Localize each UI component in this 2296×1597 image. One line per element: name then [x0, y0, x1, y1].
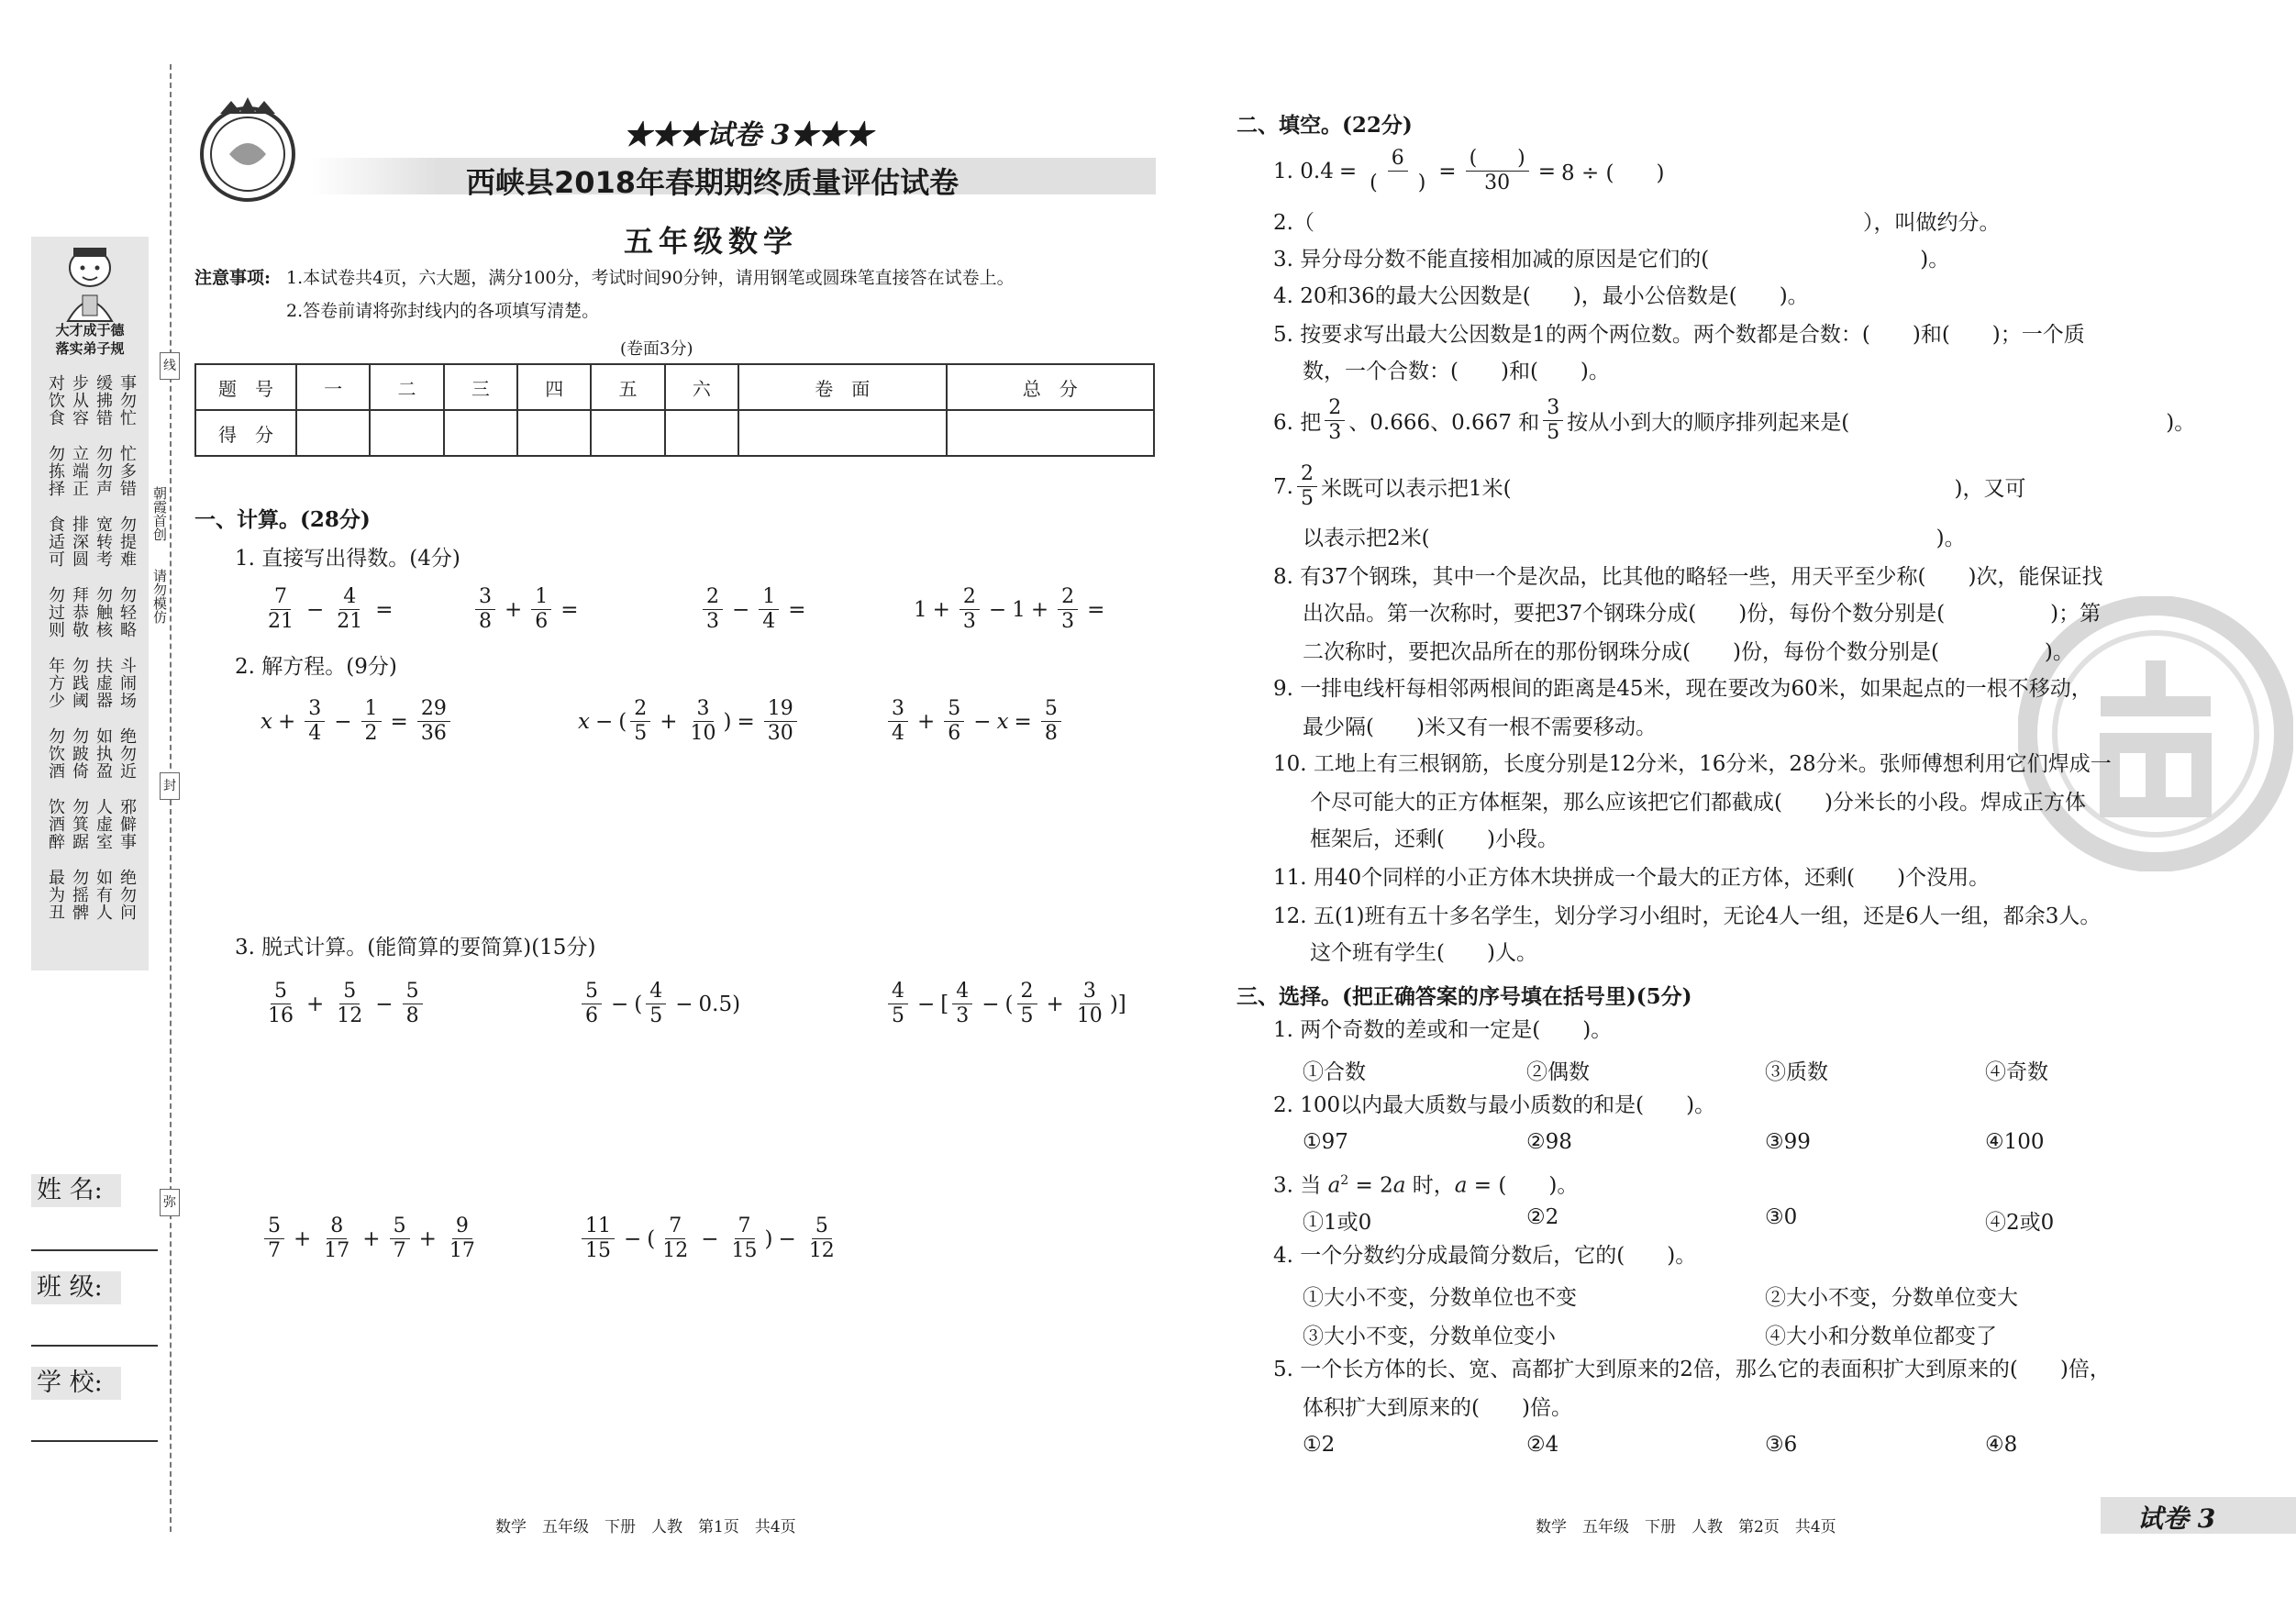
- option[interactable]: ④奇数: [1985, 1060, 2048, 1084]
- score-input[interactable]: [591, 410, 664, 456]
- fill-q10-cont: 框架后，还剩( )小段。: [1310, 827, 1558, 851]
- exam-title: 西峡县2018年春期期终质量评估试卷: [466, 165, 959, 200]
- table-cell: 二: [370, 364, 443, 410]
- choice-q5-cont: 体积扩大到原来的( )倍。: [1303, 1396, 1572, 1420]
- rule-block: 邪僻事 人虚室 勿箕踞 饮酒醉: [46, 798, 137, 850]
- option[interactable]: ④2或0: [1985, 1211, 2055, 1235]
- choice-q3: 3. 当 $a^2 = 2a$ 时，a = ( )。: [1273, 1173, 1579, 1198]
- equation-3: $\frac{3}{4}$ + $\frac{5}{6}$ − x = $\frac{5}{8}$: [884, 699, 1065, 744]
- calc-4: 1 + $\frac{2}{3}$ − 1 + $\frac{2}{3}$ =: [914, 585, 1105, 633]
- option[interactable]: ④8: [1985, 1433, 2018, 1457]
- table-cell: 一: [296, 364, 370, 410]
- fill-q3: 3. 异分母分数不能直接相加减的原因是它们的( )。: [1273, 248, 1950, 272]
- option[interactable]: ③大小不变，分数单位变小: [1303, 1325, 1556, 1348]
- option[interactable]: ②大小不变，分数单位变大: [1765, 1286, 2018, 1310]
- option[interactable]: ④100: [1985, 1130, 2045, 1154]
- fill-q9: 9. 一排电线杆每相邻两根间的距离是45米，现在要改为60米，如果起点的一根不移动，: [1273, 677, 2092, 701]
- option[interactable]: ②98: [1526, 1130, 1572, 1154]
- fill-q7-cont: 以表示把2米( )。: [1303, 527, 1966, 550]
- rule-block: 绝勿近 如执盈 勿跛倚 勿饮酒: [46, 727, 137, 780]
- equation-2: x − ( $\frac{2}{5}$ + $\frac{3}{10}$ ) = $\frac{19}{30}$: [578, 699, 801, 744]
- table-cell: 五: [591, 364, 664, 410]
- fill-q8: 8. 有37个钢珠，其中一个是次品，比其他的略轻一些，用天平至少称( )次，能保证找: [1273, 565, 2103, 589]
- option[interactable]: ①2: [1303, 1433, 1336, 1457]
- choice-q5: 5. 一个长方体的长、宽、高都扩大到原来的2倍，那么它的表面积扩大到原来的( )倍，: [1273, 1358, 2111, 1381]
- rules-grid: [44, 374, 136, 939]
- table-cell: 总 分: [947, 364, 1155, 410]
- option[interactable]: ②4: [1526, 1433, 1559, 1457]
- table-cell: 题 号: [195, 364, 296, 410]
- name-field[interactable]: [31, 1249, 158, 1251]
- choice-q2: 2. 100以内最大质数与最小质数的和是( )。: [1273, 1093, 1716, 1117]
- option[interactable]: ①97: [1303, 1130, 1348, 1154]
- fill-q10-cont: 个尽可能大的正方体框架，那么应该把它们都截成( )分米长的小段。焊成正方体: [1310, 791, 2086, 815]
- option[interactable]: ②2: [1526, 1205, 1559, 1229]
- fill-q9-cont: 最少隔( )米又有一根不需要移动。: [1303, 715, 1657, 739]
- paper-number: ★★★试卷 3★★★: [624, 119, 873, 151]
- option[interactable]: ①合数: [1303, 1060, 1366, 1084]
- table-cell: 得 分: [195, 410, 296, 456]
- rule-block: 绝勿问 如有人 勿摇髀 最为丑: [46, 869, 137, 921]
- option[interactable]: ④大小和分数单位都变了: [1765, 1325, 1997, 1348]
- fill-q6: 6. 把 $\frac{2}{3}$ 、0.666、0.667 和 $\frac{3}{5}$ 按从小到大的顺序排列起来是( )。: [1273, 396, 2196, 444]
- table-row: [195, 364, 1154, 410]
- fill-q1: 1. 0.4 = $\frac{6}{( )}$ = $\frac{( )}{30}$ = 8 ÷ ( ): [1273, 147, 1665, 194]
- option[interactable]: ②偶数: [1526, 1060, 1590, 1084]
- fill-q12: 12. 五(1)班有五十多名学生，划分学习小组时，无论4人一组，还是6人一组，都余3人。: [1273, 904, 2102, 928]
- fill-q8-cont: 出次品。第一次称时，要把37个钢珠分成( )份，每份个数分别是( )；第: [1303, 602, 2102, 626]
- class-field[interactable]: [31, 1345, 158, 1347]
- rule-block: 事勿忙 缓拂错 步从容 对饮食: [46, 374, 137, 427]
- page-footer: 数学 五年级 下册 人教 第2页 共4页: [1536, 1518, 1836, 1536]
- option[interactable]: ①大小不变，分数单位也不变: [1303, 1286, 1577, 1310]
- notice-1: 1.本试卷共4页，六大题，满分100分，考试时间90分钟，请用钢笔或圆珠笔直接答在试卷上。: [286, 268, 1015, 288]
- seal-line-mark: 弥: [160, 1189, 180, 1216]
- section1-title: 一、计算。(28分): [194, 507, 371, 532]
- q3-label: 3. 脱式计算。(能简算的要简算)(15分): [235, 936, 596, 959]
- option[interactable]: ①1或0: [1303, 1211, 1372, 1235]
- expr-4: $\frac{5}{7}$ + $\frac{8}{17}$ + $\frac{5}{7}$ + $\frac{9}{17}$: [261, 1216, 482, 1261]
- scholar-mascot-icon: [37, 240, 143, 325]
- calc-3: $\frac{2}{3}$ − $\frac{1}{4}$ =: [699, 587, 812, 632]
- fill-q4: 4. 20和36的最大公因数是( )，最小公倍数是( )。: [1273, 284, 1809, 308]
- score-input[interactable]: [296, 410, 370, 456]
- fill-q7: 7. $\frac{2}{5}$ 米既可以表示把1米( )，又可: [1273, 462, 2026, 510]
- choice-q4: 4. 一个分数约分成最简分数后，它的( )。: [1273, 1244, 1697, 1268]
- score-table: [194, 363, 1155, 457]
- q2-label: 2. 解方程。(9分): [235, 655, 397, 679]
- name-label: 姓 名:: [31, 1174, 121, 1207]
- rule-block: 忙多错 勿勿声 立端正 勿拣择: [46, 445, 137, 497]
- fill-q12-cont: 这个班有学生( )人。: [1310, 941, 1537, 965]
- school-label: 学 校:: [31, 1367, 121, 1400]
- choice-q1: 1. 两个奇数的差或和一定是( )。: [1273, 1018, 1613, 1042]
- page-footer: 数学 五年级 下册 人教 第1页 共4页: [495, 1518, 796, 1536]
- notice-label: 注意事项:: [194, 268, 272, 288]
- score-input[interactable]: [370, 410, 443, 456]
- expr-3: $\frac{4}{5}$ − [ $\frac{4}{3}$ − ( $\frac{2}{5}$ + $\frac{3}{10}$ )]: [884, 981, 1126, 1026]
- neatness-note: (卷面3分): [620, 339, 693, 359]
- fill-q2: 2.（ ），叫做约分。: [1273, 211, 2001, 235]
- fill-q8-cont: 二次称时，要把次品所在的那份钢珠分成( )份，每份个数分别是( )。: [1303, 640, 2074, 664]
- fill-q5-cont: 数，一个合数：( )和( )。: [1303, 360, 1610, 383]
- school-field[interactable]: [31, 1440, 158, 1442]
- vertical-note: 朝霞首创: [151, 486, 168, 541]
- table-row: [195, 410, 1154, 456]
- class-label: 班 级:: [31, 1271, 121, 1304]
- option[interactable]: ③质数: [1765, 1060, 1828, 1084]
- fill-q5: 5. 按要求写出最大公因数是1的两个两位数。两个数都是合数：( )和( )；一个质: [1273, 323, 2085, 347]
- calc-1: $\frac{7}{21}$ − $\frac{4}{21}$ =: [268, 585, 394, 633]
- paper-tag-label: 试卷 3: [2137, 1503, 2216, 1534]
- secret-seal-icon: [2018, 596, 2293, 871]
- vertical-note: 请勿模仿: [151, 569, 168, 624]
- equation-1: x + $\frac{3}{4}$ − $\frac{1}{2}$ = $\frac{29}{36}$: [261, 699, 454, 744]
- expr-2: $\frac{5}{6}$ − ( $\frac{4}{5}$ − 0.5): [578, 981, 740, 1026]
- score-input[interactable]: [947, 410, 1155, 456]
- rule-block: 勿提难 宽转考 排深圆 食适可: [46, 516, 137, 568]
- motto: 大才成于德 落实弟子规: [55, 322, 125, 357]
- table-cell: 卷 面: [738, 364, 946, 410]
- rule-block: 勿轻略 勿触核 拜恭敬 勿过则: [46, 586, 137, 638]
- score-input[interactable]: [665, 410, 738, 456]
- option[interactable]: ③0: [1765, 1205, 1798, 1229]
- option[interactable]: ③6: [1765, 1433, 1798, 1457]
- wang-zhaoxia-crown-logo: [193, 95, 303, 205]
- fill-q10: 10. 工地上有三根钢筋，长度分别是12分米，16分米，28分米。张师傅想利用它们焊成一: [1273, 752, 2112, 776]
- expr-1: $\frac{5}{16}$ + $\frac{5}{12}$ − $\frac{5}{8}$: [261, 981, 427, 1026]
- score-input[interactable]: [738, 410, 946, 456]
- table-cell: 三: [444, 364, 517, 410]
- seal-line-mark: 线: [160, 352, 180, 380]
- q1-label: 1. 直接写出得数。(4分): [235, 547, 460, 571]
- section3-title: 三、选择。(把正确答案的序号填在括号里)(5分): [1237, 984, 1692, 1009]
- table-cell: 六: [665, 364, 738, 410]
- notice-2: 2.答卷前请将弥封线内的各项填写清楚。: [286, 301, 600, 321]
- calc-2: $\frac{3}{8}$ + $\frac{1}{6}$ =: [471, 587, 584, 632]
- expr-5: $\frac{11}{15}$ − ( $\frac{7}{12}$ − $\frac{7}{15}$ ) − $\frac{5}{12}$: [578, 1216, 842, 1261]
- score-input[interactable]: [517, 410, 591, 456]
- rule-block: 斗闹场 扶虚器 勿践阈 年方少: [46, 657, 137, 709]
- seal-line-mark: 封: [160, 772, 180, 800]
- fill-q11: 11. 用40个同样的小正方体木块拼成一个最大的正方体，还剩( )个没用。: [1273, 866, 1991, 890]
- section2-title: 二、填空。(22分): [1237, 113, 1413, 138]
- subject-title: 五年级数学: [624, 224, 799, 259]
- option[interactable]: ③99: [1765, 1130, 1811, 1154]
- score-input[interactable]: [444, 410, 517, 456]
- table-cell: 四: [517, 364, 591, 410]
